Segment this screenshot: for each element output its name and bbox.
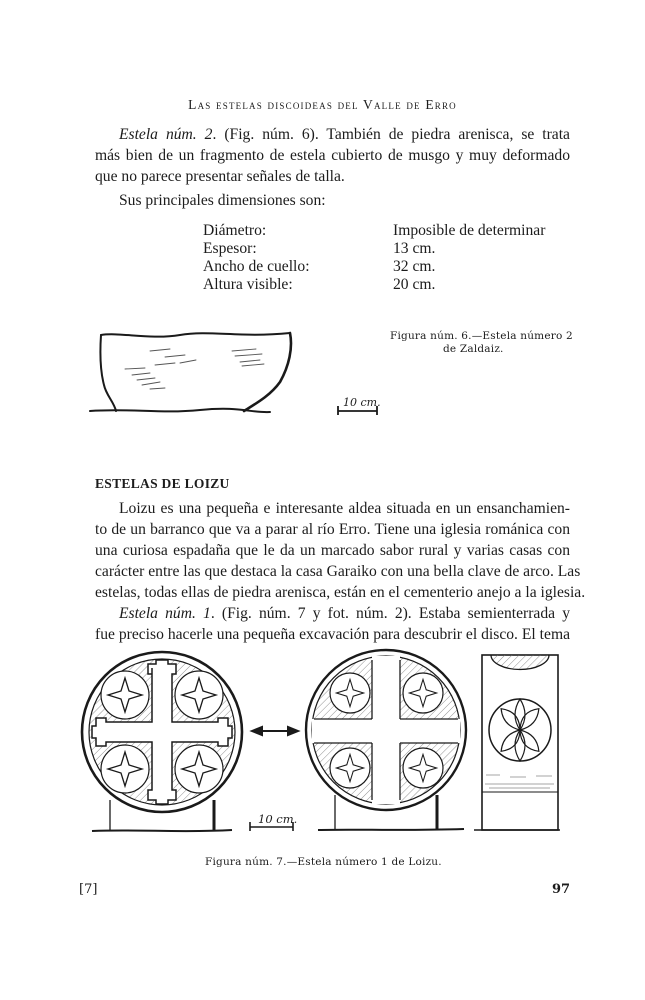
text-line: fue preciso hacerle una pequeña excavación para descubrir el disco. El tema <box>95 626 570 643</box>
text-line <box>119 605 570 623</box>
italic-term: Estela núm. 1 <box>119 605 211 622</box>
text-run: . (Fig. núm. 6). También de piedra arenisca, se trata <box>212 126 570 143</box>
figure-6-caption-line-1: Figura núm. 6.—Estela número 2 <box>390 330 573 342</box>
dimension-label: Diámetro: <box>203 222 267 239</box>
page-number: 97 <box>552 882 571 897</box>
scale-label: 10 cm. <box>343 396 381 409</box>
text-line: una curiosa espadaña que le da un marcado sabor rural y varias casas con <box>95 542 570 559</box>
stela-side-view <box>474 655 560 830</box>
double-arrow <box>252 727 298 735</box>
text-line: más bien de un fragmento de estela cubierto de musgo y muy deformado <box>95 147 570 164</box>
text-line: que no parece presentar señales de talla. <box>95 168 345 185</box>
text-run: . (Fig. núm. 7 y fot. núm. 2). Estaba semienterrada y <box>210 605 570 622</box>
footer-section-number: [7] <box>79 882 98 897</box>
dimension-label: Ancho de cuello: <box>203 258 310 275</box>
dimension-value: 20 cm. <box>393 276 436 293</box>
stela-front-cross <box>82 652 242 831</box>
dimension-value: 32 cm. <box>393 258 436 275</box>
dimension-value: Imposible de determinar <box>393 222 546 239</box>
text-line: to de un barranco que va a parar al río Erro. Tiene una iglesia románica con <box>95 521 570 538</box>
dimensions-intro: Sus principales dimensiones son: <box>119 192 326 209</box>
text-line: Loizu es una pequeña e interesante aldea situada en un ensanchamien- <box>119 500 570 517</box>
section-heading: ESTELAS DE LOIZU <box>95 476 230 491</box>
stela-back-cross <box>306 650 466 830</box>
figure-6-caption-line-2: de Zaldaiz. <box>443 343 504 355</box>
dimension-value: 13 cm. <box>393 240 436 257</box>
text-line: carácter entre las que destaca la casa Garaiko con una bella clave de arco. Las <box>95 563 581 580</box>
text-line <box>119 126 570 144</box>
dimension-label: Altura visible: <box>203 276 293 293</box>
running-head: Las estelas discoideas del Valle de Erro <box>188 97 457 112</box>
text-line: estelas, todas ellas de piedra arenisca, están en el cementerio anejo a la iglesia. <box>95 584 586 601</box>
dimension-label: Espesor: <box>203 240 257 257</box>
italic-term: Estela núm. 2 <box>119 126 213 143</box>
scale-label: 10 cm. <box>258 812 298 826</box>
figure-7-caption: Figura núm. 7.—Estela número 1 de Loizu. <box>205 856 442 868</box>
